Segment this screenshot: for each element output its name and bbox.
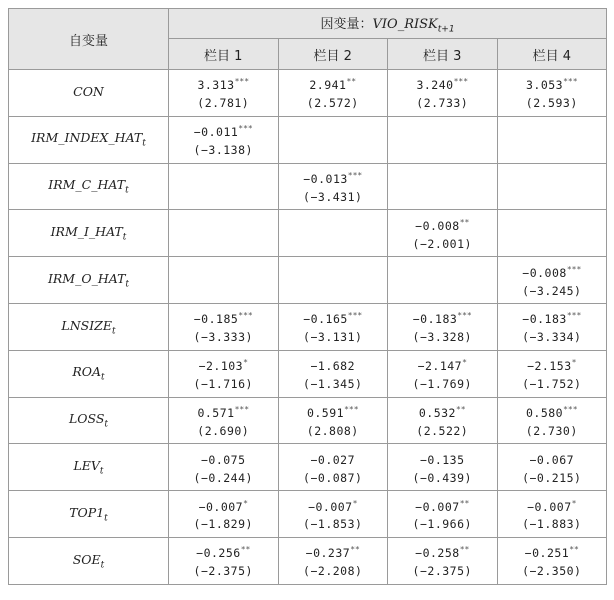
significance-stars: *** [563, 405, 578, 415]
coefficient-cell [388, 70, 498, 117]
t-statistic: (−2.208) [303, 564, 363, 579]
coefficient-value: 3.053 [525, 78, 564, 93]
significance-stars: ** [350, 545, 360, 555]
coefficient-cell [388, 210, 498, 257]
coefficient-cell [169, 537, 279, 584]
coefficient-line [279, 167, 388, 188]
variable-name: ROA [72, 364, 102, 380]
coefficient-cell [388, 537, 498, 584]
significance-stars: * [352, 498, 358, 508]
coefficient-value: −0.185 [193, 312, 239, 327]
significance-stars: * [571, 358, 577, 368]
coefficient-line [279, 354, 388, 375]
coefficient-cell [388, 116, 498, 163]
coefficient-value: 0.571 [197, 405, 235, 420]
coefficient-line [169, 401, 278, 422]
significance-stars: *** [234, 77, 250, 87]
coefficient-cell [278, 257, 388, 304]
coefficient-value: −0.183 [412, 312, 458, 327]
coefficient-line [279, 541, 388, 562]
t-statistic: (2.593) [525, 96, 578, 111]
variable-name-cell [9, 491, 169, 538]
variable-name: IRM_INDEX_HAT [31, 130, 143, 146]
coefficient-cell [497, 350, 607, 397]
coefficient-cell [497, 70, 607, 117]
coefficient-cell [169, 491, 279, 538]
coefficient-line [498, 354, 607, 375]
t-statistic: (−3.245) [522, 283, 582, 298]
coefficient-cell [278, 491, 388, 538]
coefficient-line [498, 307, 607, 328]
coefficient-cell [497, 444, 607, 491]
coefficient-value: −0.237 [305, 546, 351, 561]
variable-name-cell [9, 257, 169, 304]
coefficient-cell [388, 257, 498, 304]
significance-stars: ** [459, 545, 470, 555]
variable-subscript: t [100, 560, 105, 571]
t-statistic: (−2.375) [412, 564, 472, 579]
coefficient-line [498, 448, 607, 469]
significance-stars: *** [457, 311, 472, 321]
t-statistic: (−3.334) [522, 330, 582, 345]
dependent-variable-prefix: 因变量： [320, 16, 373, 32]
coefficient-line [388, 448, 497, 469]
variable-subscript: t [142, 138, 146, 149]
coefficient-cell [278, 350, 388, 397]
significance-stars: ** [346, 77, 357, 87]
significance-stars: *** [238, 311, 253, 321]
coefficient-value: −0.007 [527, 499, 572, 514]
coefficient-value: 0.591 [306, 405, 345, 420]
coefficient-value: −0.183 [522, 312, 567, 327]
coefficient-value: −0.007 [198, 499, 244, 514]
t-statistic: (2.690) [197, 423, 250, 438]
coefficient-line [388, 214, 497, 235]
coefficient-cell [169, 350, 279, 397]
table-body [9, 70, 607, 585]
coefficient-line [388, 307, 497, 328]
t-statistic: (2.808) [306, 423, 359, 438]
coefficient-line [279, 307, 388, 328]
significance-stars: *** [234, 405, 250, 415]
t-statistic: (−1.966) [412, 517, 472, 532]
coefficient-cell [169, 116, 279, 163]
variable-subscript: t [101, 372, 105, 383]
column-header-3: 栏目 3 [388, 39, 498, 70]
coefficient-line [388, 354, 497, 375]
coefficient-value: 0.532 [418, 405, 456, 420]
coefficient-value: −0.067 [529, 452, 575, 467]
coefficient-line [279, 73, 388, 94]
coefficient-line [169, 541, 278, 562]
coefficient-value: 3.240 [416, 78, 454, 93]
coefficient-value: −2.103 [198, 359, 244, 374]
coefficient-cell [278, 116, 388, 163]
coefficient-cell [388, 303, 498, 350]
coefficient-cell [388, 397, 498, 444]
coefficient-cell [497, 257, 607, 304]
significance-stars: ** [459, 217, 470, 227]
coefficient-cell [169, 70, 279, 117]
variable-name: IRM_O_HAT [47, 270, 126, 286]
coefficient-line [169, 120, 278, 141]
coefficient-cell [388, 350, 498, 397]
t-statistic: (2.781) [197, 96, 250, 111]
coefficient-cell [169, 444, 279, 491]
variable-subscript: t [125, 279, 130, 290]
t-statistic: (−0.439) [412, 470, 472, 485]
dependent-variable-subscript: t+1 [437, 24, 455, 35]
coefficient-value: −0.256 [196, 546, 241, 561]
coefficient-value: 3.313 [197, 78, 235, 93]
variable-subscript: t [125, 185, 129, 196]
coefficient-line [279, 495, 388, 516]
variable-name: SOE [72, 551, 101, 567]
coefficient-cell [278, 163, 388, 210]
coefficient-cell [497, 491, 607, 538]
t-statistic: (−1.769) [412, 377, 472, 392]
coefficient-line [388, 495, 497, 516]
column-header-1: 栏目 1 [169, 39, 279, 70]
independent-variable-header: 自变量 [9, 9, 169, 70]
t-statistic: (2.522) [416, 423, 469, 438]
coefficient-value: −1.682 [310, 359, 356, 374]
coefficient-value: −0.027 [310, 452, 356, 467]
variable-name-cell [9, 210, 169, 257]
coefficient-line [388, 73, 497, 94]
coefficient-cell [497, 116, 607, 163]
variable-name: CON [73, 83, 104, 99]
t-statistic: (−1.853) [303, 517, 363, 532]
t-statistic: (−3.138) [193, 143, 253, 158]
t-statistic: (−0.215) [522, 470, 582, 485]
table-row [9, 350, 607, 397]
t-statistic: (−1.752) [522, 377, 582, 392]
coefficient-cell [388, 491, 498, 538]
t-statistic: (−1.345) [303, 377, 363, 392]
table-row [9, 257, 607, 304]
coefficient-value: −0.008 [415, 218, 460, 233]
t-statistic: (−2.001) [412, 236, 472, 251]
table-row [9, 163, 607, 210]
coefficient-cell [497, 303, 607, 350]
significance-stars: ** [569, 545, 579, 555]
t-statistic: (2.730) [525, 423, 578, 438]
t-statistic: (−3.328) [412, 330, 472, 345]
coefficient-line [169, 73, 278, 94]
variable-name: IRM_C_HAT [48, 177, 126, 193]
variable-name-cell [9, 163, 169, 210]
coefficient-cell [169, 210, 279, 257]
table-row [9, 303, 607, 350]
variable-name: LOSS [68, 411, 105, 427]
t-statistic: (−1.829) [193, 517, 253, 532]
coefficient-line [169, 307, 278, 328]
variable-name-cell [9, 350, 169, 397]
variable-name-cell [9, 397, 169, 444]
significance-stars: ** [459, 498, 470, 508]
t-statistic: (−3.333) [193, 330, 253, 345]
coefficient-value: 2.941 [309, 78, 347, 93]
significance-stars: * [243, 358, 248, 368]
coefficient-cell [169, 303, 279, 350]
coefficient-value: −0.251 [524, 546, 570, 561]
coefficient-line [498, 495, 607, 516]
variable-name: LEV [73, 458, 100, 474]
coefficient-line [279, 448, 388, 469]
significance-stars: *** [344, 405, 359, 415]
coefficient-cell [497, 210, 607, 257]
coefficient-value: 0.580 [525, 405, 564, 420]
coefficient-value: −2.153 [527, 359, 572, 374]
table-row [9, 70, 607, 117]
coefficient-cell [169, 397, 279, 444]
coefficient-cell [278, 303, 388, 350]
significance-stars: *** [347, 171, 363, 181]
variable-name-cell [9, 116, 169, 163]
coefficient-line [279, 401, 388, 422]
coefficient-line [498, 541, 607, 562]
coefficient-value: −0.007 [308, 499, 353, 514]
coefficient-cell [497, 163, 607, 210]
variable-subscript: t [99, 466, 104, 477]
significance-stars: *** [566, 264, 582, 274]
variable-name: LNSIZE [61, 317, 112, 333]
significance-stars: *** [347, 311, 363, 321]
table-row [9, 397, 607, 444]
variable-subscript: t [104, 419, 109, 430]
column-header-2: 栏目 2 [278, 39, 388, 70]
coefficient-value: −0.007 [415, 499, 460, 514]
variable-name-cell [9, 303, 169, 350]
variable-name-cell [9, 537, 169, 584]
coefficient-line [388, 401, 497, 422]
t-statistic: (−2.350) [522, 564, 582, 579]
table-row [9, 116, 607, 163]
t-statistic: (−3.131) [303, 330, 363, 345]
coefficient-cell [497, 537, 607, 584]
table-row [9, 444, 607, 491]
t-statistic: (−2.375) [193, 564, 253, 579]
regression-table [8, 8, 607, 585]
t-statistic: (−3.431) [303, 189, 363, 204]
coefficient-cell [278, 444, 388, 491]
dependent-variable-header [169, 9, 607, 39]
coefficient-value: −0.258 [415, 546, 460, 561]
coefficient-line [169, 354, 278, 375]
variable-name-cell [9, 70, 169, 117]
coefficient-value: −2.147 [417, 359, 463, 374]
coefficient-line [498, 73, 607, 94]
coefficient-value: −0.011 [193, 125, 239, 140]
t-statistic: (−0.087) [303, 470, 363, 485]
variable-name: IRM_I_HAT [50, 224, 123, 240]
regression-table-container [8, 8, 606, 585]
t-statistic: (−1.883) [522, 517, 582, 532]
coefficient-cell [497, 397, 607, 444]
variable-name: TOP1 [69, 504, 105, 520]
coefficient-value: −0.008 [522, 265, 567, 280]
t-statistic: (2.572) [306, 96, 359, 111]
significance-stars: ** [455, 405, 466, 415]
coefficient-value: −0.135 [419, 452, 465, 467]
coefficient-cell [278, 210, 388, 257]
table-row [9, 491, 607, 538]
t-statistic: (−1.716) [193, 377, 253, 392]
t-statistic: (−0.244) [193, 470, 253, 485]
column-header-4: 栏目 4 [497, 39, 607, 70]
table-row [9, 210, 607, 257]
t-statistic: (2.733) [416, 96, 469, 111]
dependent-variable-name: VIO_RISK [372, 16, 438, 32]
variable-subscript: t [104, 513, 108, 524]
table-row [9, 537, 607, 584]
coefficient-cell [169, 257, 279, 304]
variable-subscript: t [122, 232, 127, 243]
variable-name-cell [9, 444, 169, 491]
coefficient-cell [278, 70, 388, 117]
coefficient-cell [388, 163, 498, 210]
coefficient-value: −0.013 [303, 171, 348, 186]
coefficient-line [169, 448, 278, 469]
significance-stars: *** [453, 77, 469, 87]
significance-stars: *** [563, 77, 578, 87]
coefficient-cell [388, 444, 498, 491]
variable-subscript: t [111, 326, 116, 337]
coefficient-cell [278, 537, 388, 584]
significance-stars: * [462, 358, 467, 368]
significance-stars: *** [238, 124, 253, 134]
coefficient-value: −0.075 [200, 452, 246, 467]
coefficient-value: −0.165 [303, 312, 348, 327]
significance-stars: ** [240, 545, 251, 555]
coefficient-cell [169, 163, 279, 210]
significance-stars: * [243, 498, 248, 508]
coefficient-line [169, 495, 278, 516]
coefficient-line [388, 541, 497, 562]
significance-stars: * [571, 498, 577, 508]
coefficient-line [498, 261, 607, 282]
coefficient-line [498, 401, 607, 422]
coefficient-cell [278, 397, 388, 444]
significance-stars: *** [566, 311, 582, 321]
